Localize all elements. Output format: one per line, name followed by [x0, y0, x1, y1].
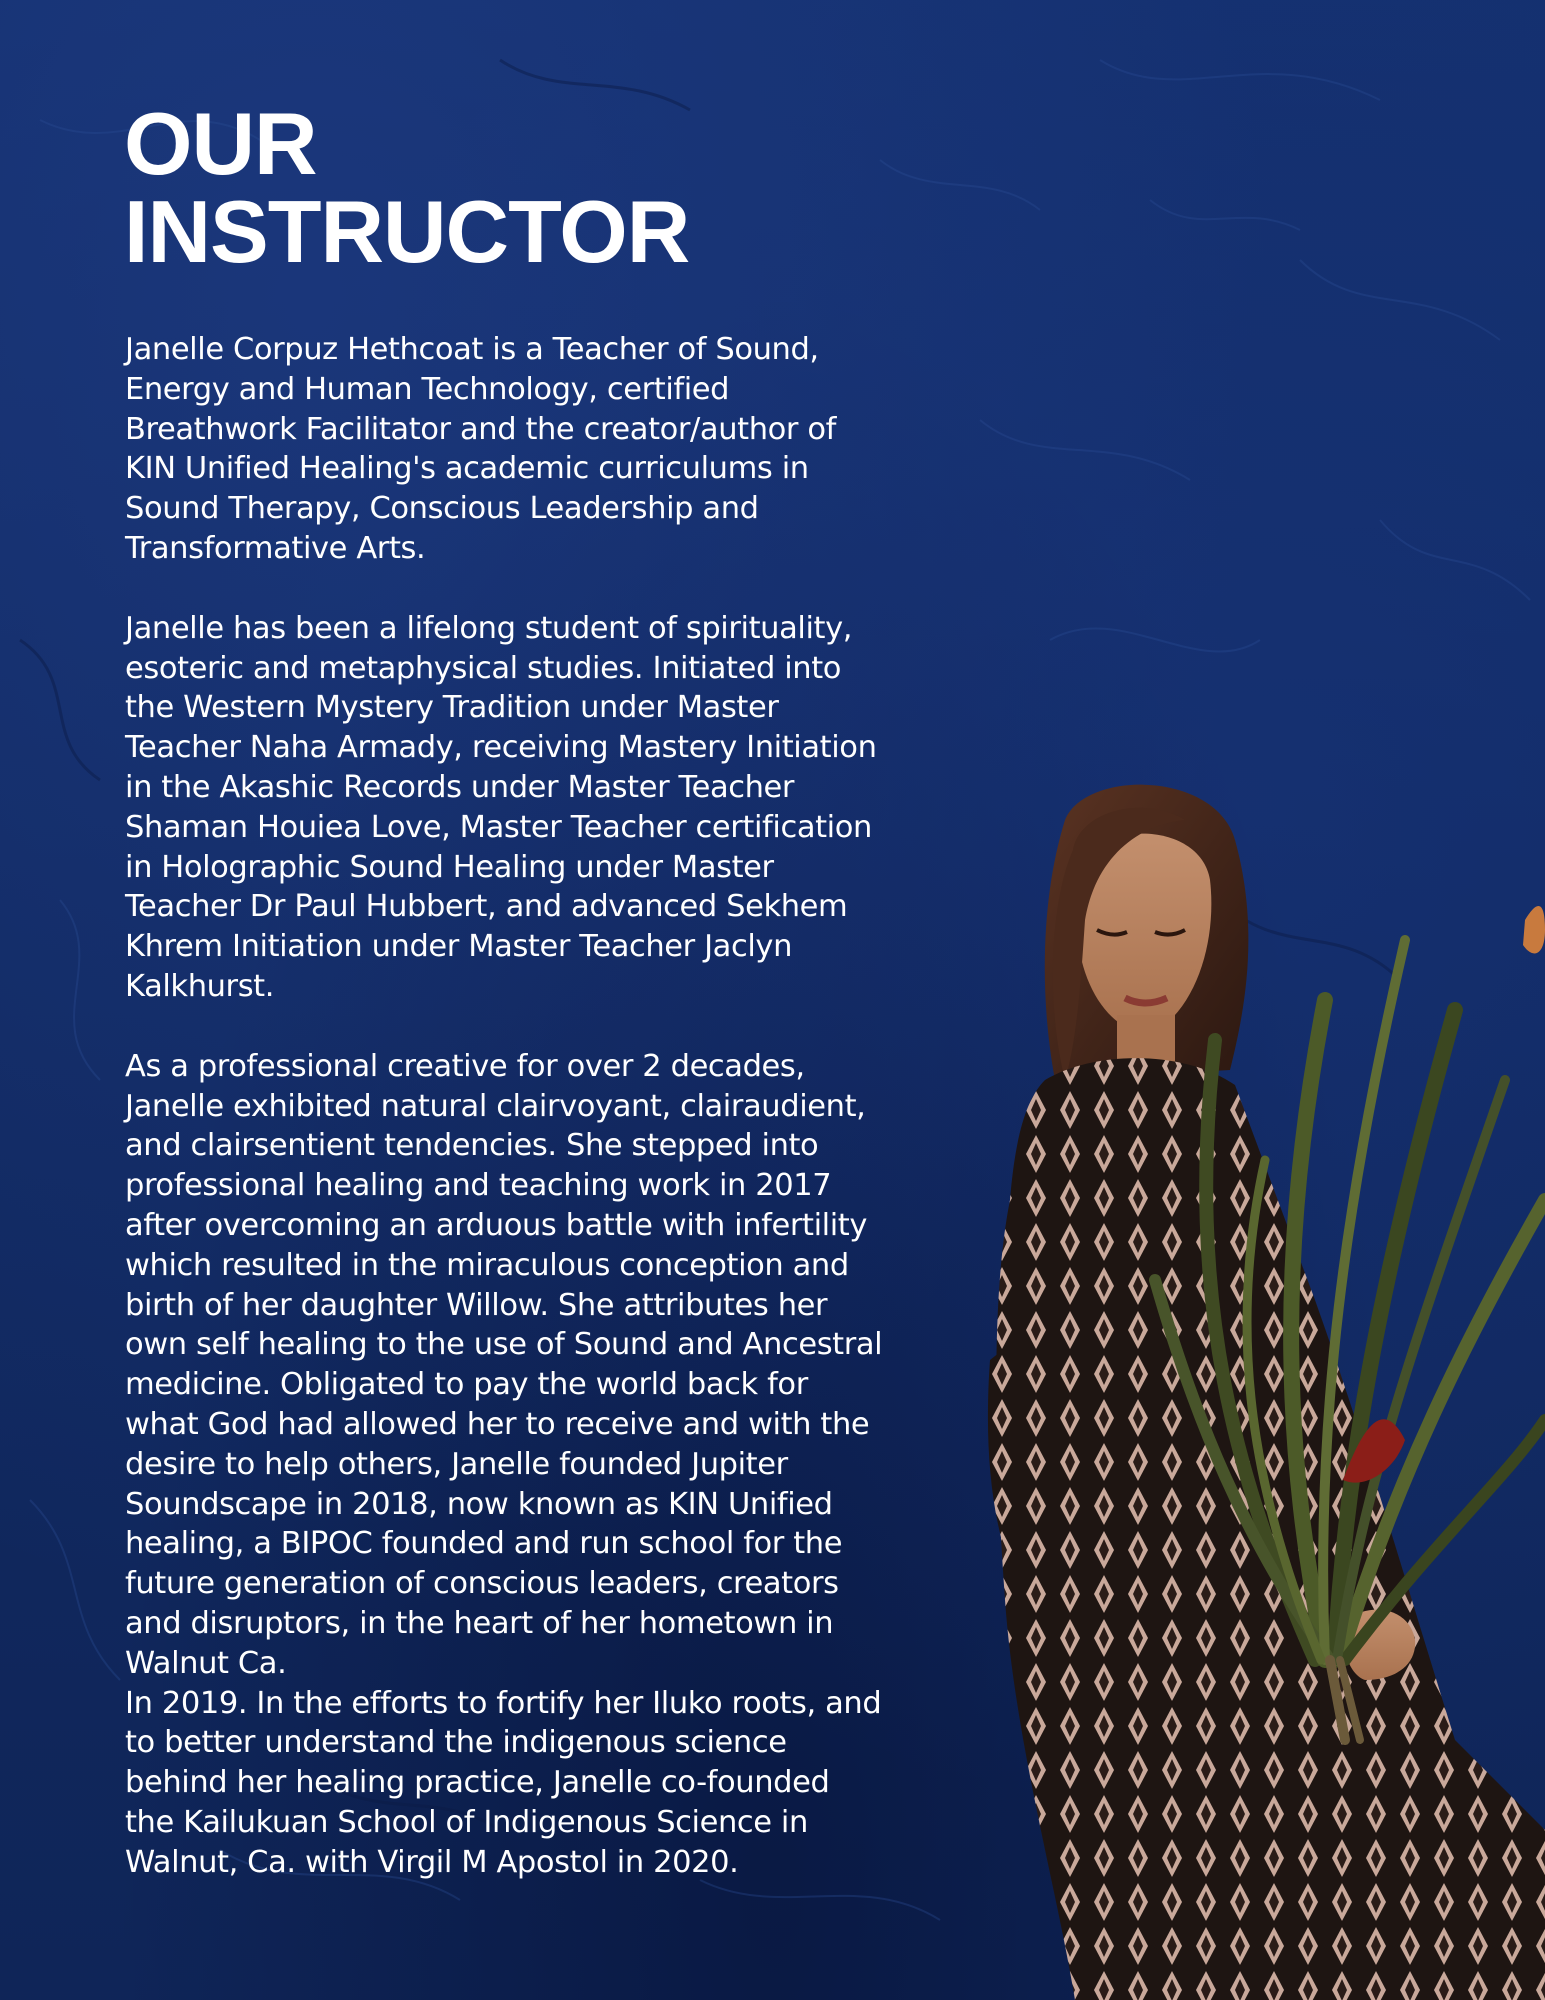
- page-heading: [124, 94, 690, 281]
- paragraph-spacer: [125, 1007, 985, 1047]
- bio-paragraph-3: As a professional creative for over 2 decades, Janelle exhibited natural clairvoyant, clairaudient, and clairsentient tendencies. She stepped into professional healing and teaching work in 2017 after overcoming an arduous battle with infertility which resulted in the miraculous conception and birth of her daughter Willow. She attributes her own self healing to the use of Sound and Ancestral medicine. Obligated to pay the world back for what God had allowed her to receive and with the desire to help others, Janelle founded Jupiter Soundscape in 2018, now known as KIN Unified healing, a BIPOC founded and run school for the future generation of conscious leaders, creators and disruptors, in the heart of her hometown in Walnut Ca.: [125, 1048, 883, 1681]
- paragraph-spacer: [125, 569, 985, 609]
- bio-paragraph-4: In 2019. In the efforts to fortify her Iluko roots, and to better understand the indigenous science behind her healing practice, Janelle co-founded the Kailukuan School of Indigenous Science in Walnut, Ca. with Virgil M Apostol in 2020.: [125, 1685, 882, 1880]
- heading-line-2: INSTRUCTOR: [124, 182, 690, 281]
- bio-paragraph-1: Janelle Corpuz Hethcoat is a Teacher of Sound, Energy and Human Technology, certified Breathwork Facilitator and the creator/author of KIN Unified Healing's academic curriculums in Sound Therapy, Conscious Leadership and Transformative Arts.: [125, 332, 836, 566]
- instructor-portrait: [985, 780, 1545, 2000]
- bio-paragraph-2: Janelle has been a lifelong student of spirituality, esoteric and metaphysical studies. Initiated into the Western Mystery Tradition under Master Teacher Naha Armady, receiving Mastery Initiation in the Akashic Records under Master Teacher Shaman Houiea Love, Master Teacher certification in Holographic Sound Healing under Master Teacher Dr Paul Hubbert, and advanced Sekhem Khrem Initiation under Master Teacher Jaclyn Kalkhurst.: [125, 610, 877, 1004]
- heading-line-1: OUR: [124, 94, 317, 193]
- instructor-bio: [125, 330, 985, 1882]
